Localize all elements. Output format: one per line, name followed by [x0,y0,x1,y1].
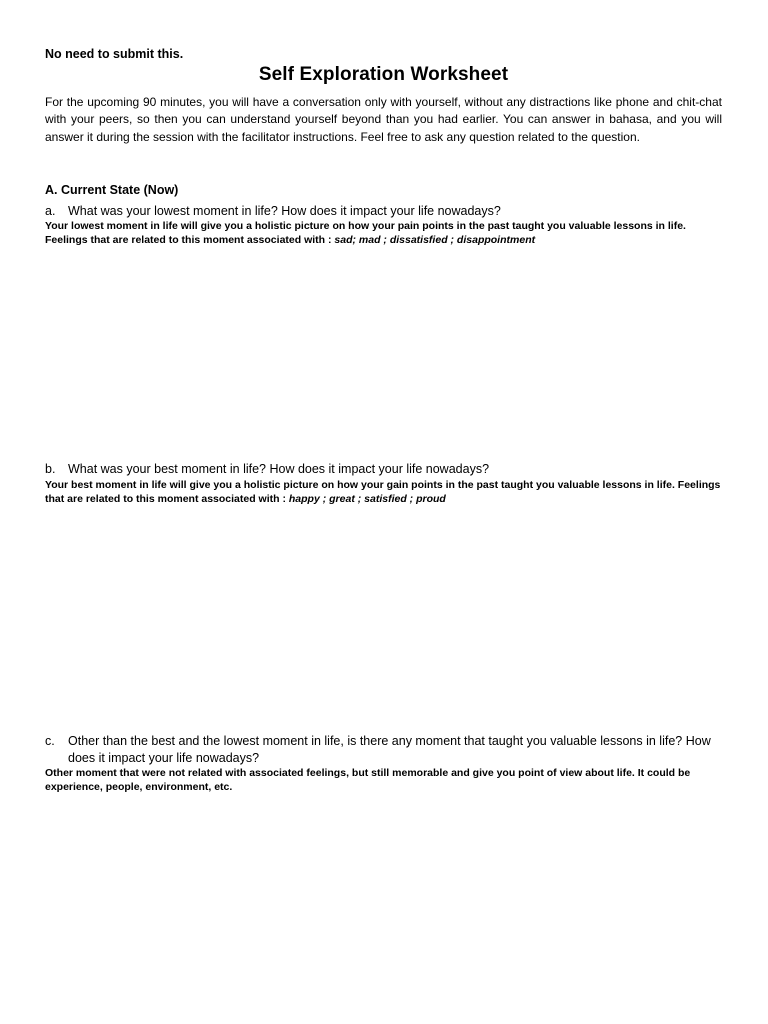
section-heading-current-state: A. Current State (Now) [45,183,179,197]
page-title: Self Exploration Worksheet [258,64,509,85]
question-a [45,203,722,220]
hint-text: Other moment that were not related with associated feelings, but still memorable and give you point of view about life. It could be experience, people, environment, etc. [45,767,691,793]
question-a-hint [45,220,722,247]
question-c-hint [45,767,722,794]
intro-paragraph: For the upcoming 90 minutes, you will have a conversation only with yourself, without any distractions like phone and chit-chat with your peers, so then you can understand yourself beyond than you had earlier. You can answer in bahasa, and you will answer it during the session with the facilitator instructions. Feel free to ask any question related to the question. [45,95,722,144]
question-marker: a. [45,204,56,218]
hint-feelings: happy ; great ; satisfied ; proud [288,492,446,505]
submission-note: No need to submit this. [45,47,184,61]
hint-text: Your lowest moment in life will give you a holistic picture on how your pain points in the past taught you valuable lessons in life. Feelings that are related to this moment associated with : [45,220,686,246]
question-b-hint [45,479,722,506]
hint-feelings: sad; mad ; dissatisfied ; disappointment [334,233,536,246]
question-marker: c. [45,734,55,748]
hint-text: Your best moment in life will give you a holistic picture on how your gain points in the past taught you valuable lessons in life. Feelings that are related to this moment associated with : [45,479,721,505]
question-b [45,461,722,478]
question-marker: b. [45,462,56,476]
question-text: Other than the best and the lowest moment in life, is there any moment that taught you valuable lessons in life? How does it impact your life nowadays? [68,734,711,765]
question-c [45,733,722,767]
question-text: What was your best moment in life? How does it impact your life nowadays? [68,462,490,476]
question-text: What was your lowest moment in life? How does it impact your life nowadays? [68,204,501,218]
